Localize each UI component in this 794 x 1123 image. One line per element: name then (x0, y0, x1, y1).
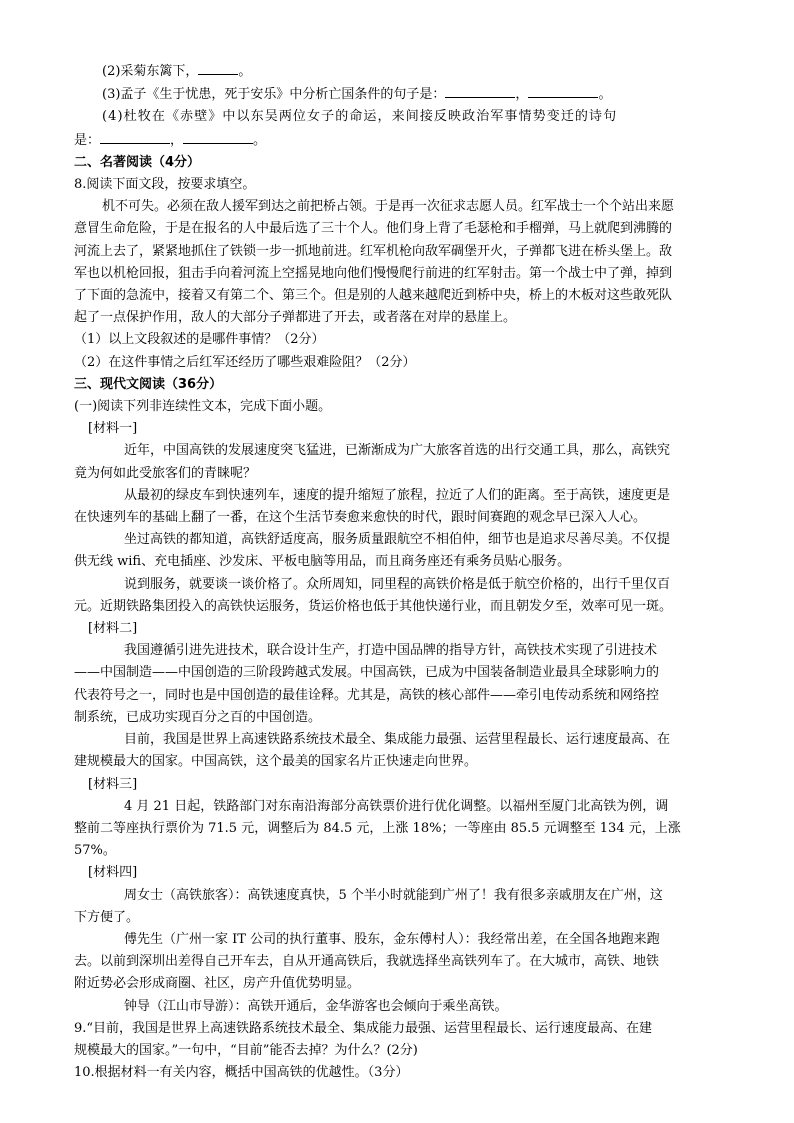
passage-line: 军也以机枪回报，狙击手向着河流上空摇晃地向他们慢慢爬行前进的红军射击。第一个战士中了弹，掉到 (74, 265, 673, 281)
m2-line: 建规模最大的国家。中国高铁，这个最美的国家名片正快速走向世界。 (74, 754, 478, 770)
m4-line: 周女士（高铁旅客）：高铁速度真快，5 个半小时就能到广州了！我有很多亲戚朋友在广州，这 (124, 887, 663, 903)
punct: ， (515, 87, 529, 103)
q9-line-1: 9.“目前，我国是世界上高速铁路系统技术最全、集成能力最强、运营里程最长、运行速度最高、在建 (74, 1020, 653, 1036)
m1-line: 坐过高铁的都知道，高铁舒适度高，服务质量跟航空不相伯仲，细节也是追求尽善尽美。不仅提 (124, 532, 671, 548)
m1-line: 说到服务，就要谈一谈价格了。众所周知，同里程的高铁价格是低于航空价格的，出行千里仅百 (124, 576, 671, 592)
passage-line: 机不可失。必须在敌人援军到达之前把桥占领。于是再一次征求志愿人员。红军战士一个个站出来愿 (102, 199, 675, 215)
m3-line: 4 月 21 日起，铁路部门对东南沿海部分高铁票价进行优化调整。以福州至厦门北高铁为例，调 (124, 798, 669, 814)
q7-item4-text-cont: 是： (74, 132, 101, 148)
material-4-label: [材料四] (88, 865, 138, 881)
m4-line: 去。以前到深圳出差得自己开车去，自从开通高铁后，我就选择坐高铁列车了。在大城市，高铁、地铁 (74, 954, 660, 970)
answer-blank[interactable] (100, 129, 170, 144)
passage-line: 意冒生命危险，于是在报名的人中最后选了三十个人。他们身上背了毛瑟枪和手榴弹，马上就爬到沸腾的 (74, 221, 673, 237)
punct: ， (170, 132, 184, 148)
m4-line: 钟导（江山市导游）：高铁开通后，金华游客也会倾向于乘坐高铁。 (124, 998, 508, 1014)
m2-line: 目前，我国是世界上高速铁路系统技术最全、集成能力最强、运营里程最长、运行速度最高、在 (124, 732, 671, 748)
section-3-intro: (一)阅读下列非连续性文本，完成下面小题。 (74, 399, 332, 415)
q10-line: 10.根据材料一有关内容，概括中国高铁的优越性。（3分） (74, 1065, 409, 1081)
answer-blank[interactable] (198, 60, 238, 75)
passage-line: 了下面的急流中，接着又有第二个、第三个。但是别的人越来越爬近到桥中央，桥上的木板对这些敢死队 (74, 288, 673, 304)
m4-line: 傅先生（广州一家 IT 公司的执行董事、股东，金东傅村人）：我经常出差，在全国各地跑来跑 (124, 931, 660, 947)
material-2-label: [材料二] (88, 621, 138, 637)
m4-line: 附近势必会形成商圈、社区，房产升值优势明显。 (74, 976, 361, 992)
q8-sub1: （1）以上文段叙述的是哪件事情？（2分） (74, 332, 325, 348)
q7-item3-text: (3)孟子《生于忧患，死于安乐》中分析亡国条件的句子是： (102, 87, 446, 103)
punct: 。 (253, 132, 267, 148)
answer-blank[interactable] (445, 83, 515, 98)
section-2-title: 二、名著阅读（4分） (74, 154, 201, 170)
material-3 (74, 796, 724, 863)
q7-item4 (74, 106, 724, 128)
material-3-label: [材料三] (88, 776, 138, 792)
section-3-title: 三、现代文阅读（36分） (74, 376, 223, 392)
q7-item3 (74, 83, 724, 106)
m1-line: 近年，中国高铁的发展速度突飞猛进，已渐渐成为广大旅客首选的出行交通工具，那么，高铁究 (124, 443, 671, 459)
exam-page (74, 60, 724, 1084)
m3-line: 整前二等座执行票价为 71.5 元，调整后为 84.5 元，上涨 18%；一等座由 85.5 元调整至 134 元，上涨 (74, 820, 681, 836)
passage-line: 河流上去了，紧紧地抓住了铁锁一步一抓地前进。红军机枪向敌军碉堡开火，子弹都飞进在桥头堡上。敌 (74, 243, 673, 259)
passage-line: 起了一点保护作用，敌人的大部分子弹都进了开去，或者落在对岸的悬崖上。 (74, 310, 517, 326)
q9-line-2: 规模最大的国家。”一句中，“目前”能否去掉？为什么？(2分) (74, 1042, 418, 1058)
m2-line: 代表符号之一，同时也是中国创造的最佳诠释。尤其是，高铁的核心部件——牵引电传动系统和网络控 (74, 687, 660, 703)
m2-line: 我国遵循引进先进技术，联合设计生产，打造中国品牌的指导方针，高铁技术实现了引进技术 (124, 643, 658, 659)
q7-item4-cont (74, 129, 724, 152)
material-2 (74, 640, 724, 773)
material-4 (74, 885, 724, 1018)
q8-prompt: 8.阅读下面文段，按要求填空。 (74, 177, 256, 193)
m1-line: 供无线 wifi、充电插座、沙发床、平板电脑等用品，而且商务座还有乘务员贴心服务。 (74, 554, 571, 570)
m1-line: 从最初的绿皮车到快速列车，速度的提升缩短了旅程，拉近了人们的距离。至于高铁，速度更是 (124, 487, 671, 503)
q8-sub2: （2）在这件事情之后红军还经历了哪些艰难险阻？（2分） (74, 354, 416, 370)
q7-item4-text: (4)杜牧在《赤壁》中以东吴两位女子的命运，来间接反映政治军事情势变迁的诗句 (102, 109, 618, 125)
m2-line: ——中国制造——中国创造的三阶段跨越式发展。中国高铁，已成为中国装备制造业最具全球影响力的 (74, 665, 660, 681)
material-1 (74, 440, 724, 618)
q7-item2-text: (2)采菊东篱下， (102, 64, 199, 79)
punct: 。 (598, 87, 612, 103)
q8-passage (74, 196, 724, 329)
punct: 。 (238, 64, 252, 79)
m2-line: 制系统，已成功实现百分之百的中国创造。 (74, 709, 322, 725)
m1-line: 在快速列车的基础上翻了一番，在这个生活节奏愈来愈快的时代，跟时间赛跑的观念早已深入人心。 (74, 510, 647, 526)
answer-blank[interactable] (528, 83, 598, 98)
material-1-label: [材料一] (88, 421, 138, 437)
m3-line: 57%。 (74, 843, 116, 859)
q7-item2 (74, 60, 724, 83)
m4-line: 下方便了。 (74, 909, 140, 925)
m1-line: 竟为何如此受旅客们的青睐呢？ (74, 465, 257, 481)
answer-blank[interactable] (183, 129, 253, 144)
m1-line: 元。近期铁路集团投入的高铁快运服务，货运价格也低于其他快递行业，而且朝发夕至，效率可见一斑。 (74, 598, 673, 614)
